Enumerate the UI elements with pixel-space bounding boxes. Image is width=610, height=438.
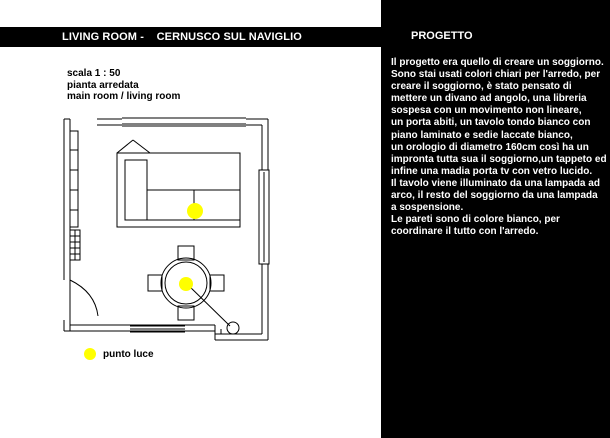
project-line: arco, il resto del soggiorno da una lampada	[391, 190, 598, 202]
project-title: PROGETTO	[411, 30, 473, 42]
left-wall	[64, 119, 215, 331]
right-wall	[215, 170, 269, 340]
door-swing	[70, 280, 98, 320]
coat-rack	[70, 230, 80, 260]
project-line: Il progetto era quello di creare un soggiorno.	[391, 57, 604, 68]
project-line: a sospensione.	[391, 202, 464, 214]
legend-light-dot	[84, 348, 96, 360]
project-line: Le pareti sono di colore bianco, per	[391, 214, 560, 226]
legend-label: punto luce	[103, 349, 154, 360]
project-line: creare il soggiorno, è stato pensato di	[391, 81, 572, 93]
project-line: piano laminato e sedie laccate bianco,	[391, 129, 573, 141]
project-line: mettere un divano ad angolo, una libreria	[391, 93, 587, 105]
plan-type: pianta arredata	[67, 79, 139, 91]
light-point-sofa	[187, 203, 203, 219]
corner-sofa	[117, 140, 240, 227]
project-line: sospesa con un movimento non lineare,	[391, 105, 582, 117]
plan-scale: scala 1 : 50	[67, 68, 121, 79]
project-line: un porta abiti, un tavolo tondo bianco con	[391, 117, 591, 129]
project-line: Il tavolo viene illuminato da una lampada ad	[391, 177, 600, 189]
project-line: coordinare il tutto con l'arredo.	[391, 226, 539, 238]
plan-room: main room / living room	[67, 91, 181, 102]
dining-table	[148, 246, 239, 334]
page-title: LIVING ROOM - CERNUSCO SUL NAVIGLIO	[62, 31, 302, 43]
project-line: infine una madia porta tv con vetro lucido.	[391, 165, 593, 177]
project-description	[391, 57, 607, 238]
project-line: impronta tutta sua il soggiorno,un tappeto ed	[391, 153, 607, 165]
project-line: Sono stai usati colori chiari per l'arredo, per	[391, 69, 601, 81]
top-wall	[97, 118, 268, 170]
project-line: un orologio di diametro 160cm così ha un	[391, 141, 589, 153]
light-point-table	[179, 277, 193, 291]
bookshelf	[70, 131, 78, 227]
